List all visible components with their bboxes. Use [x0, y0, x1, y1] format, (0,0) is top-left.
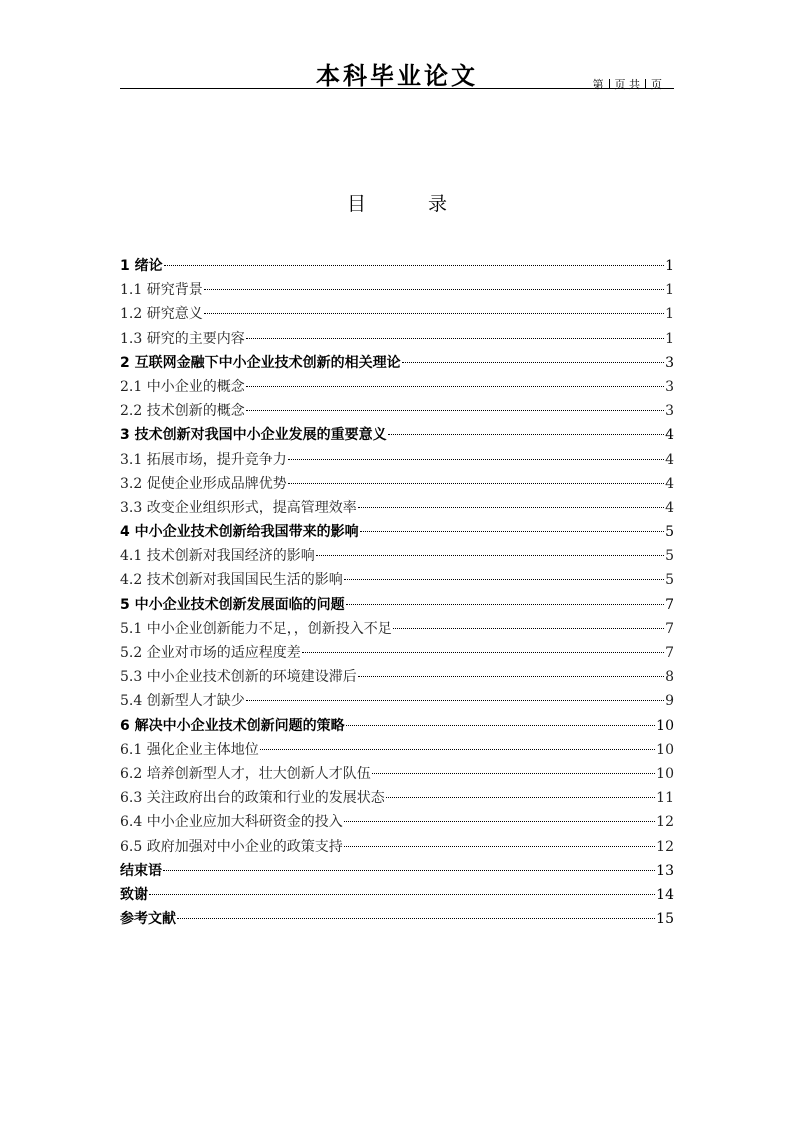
dot-leader — [164, 265, 664, 266]
toc-entry-label: 6 解决中小企业技术创新问题的策略 — [120, 717, 345, 734]
toc-section-entry[interactable] — [120, 740, 674, 764]
toc-entry-page-number: 3 — [665, 403, 674, 420]
toc-section-entry[interactable] — [120, 667, 674, 691]
dot-leader — [372, 773, 655, 774]
toc-section-entry[interactable] — [120, 450, 674, 474]
toc-entry-label: 3.1 拓展市场，提升竞争力 — [120, 451, 287, 468]
toc-entry-label: 参考文献 — [120, 911, 176, 928]
toc-entry-page-number: 14 — [656, 886, 674, 903]
toc-entry-label: 6.1 强化企业主体地位 — [120, 741, 259, 758]
dot-leader — [346, 725, 656, 726]
dot-leader — [402, 362, 664, 363]
toc-entry-page-number: 3 — [665, 354, 674, 371]
toc-entry-label: 6.4 中小企业应加大科研资金的投入 — [120, 814, 343, 831]
toc-entry-page-number: 13 — [656, 862, 674, 879]
dot-leader — [344, 821, 655, 822]
page-prefix: 第 — [592, 78, 604, 91]
toc-entry-label: 4 中小企业技术创新给我国带来的影响 — [120, 524, 359, 541]
toc-entry-label: 5 中小企业技术创新发展面临的问题 — [120, 596, 345, 613]
toc-entry-label: 3 技术创新对我国中小企业发展的重要意义 — [120, 427, 387, 444]
toc-chapter-entry[interactable] — [120, 909, 674, 933]
dot-leader — [316, 555, 664, 556]
toc-entry-page-number: 1 — [665, 306, 674, 323]
toc-chapter-entry[interactable] — [120, 595, 674, 619]
toc-chapter-entry[interactable] — [120, 425, 674, 449]
toc-chapter-entry[interactable] — [120, 885, 674, 909]
toc-entry-label: 1 绪论 — [120, 258, 163, 274]
toc-entry-page-number: 5 — [665, 572, 674, 589]
toc-chapter-entry[interactable] — [120, 256, 674, 280]
table-of-contents — [120, 256, 674, 933]
document-title: 本科毕业论文 — [316, 62, 478, 90]
toc-entry-page-number: 5 — [665, 524, 674, 541]
toc-entry-label: 2.2 技术创新的概念 — [120, 403, 245, 420]
toc-entry-page-number: 10 — [656, 765, 674, 782]
toc-entry-label: 6.2 培养创新型人才，壮大创新人才队伍 — [120, 765, 371, 782]
toc-section-entry[interactable] — [120, 401, 674, 425]
page-mid: 页 共 — [614, 78, 640, 91]
toc-chapter-entry[interactable] — [120, 522, 674, 546]
dot-leader — [302, 652, 664, 653]
toc-section-entry[interactable] — [120, 474, 674, 498]
toc-entry-label: 5.4 创新型人才缺少 — [120, 693, 245, 710]
toc-chapter-entry[interactable] — [120, 861, 674, 885]
dot-leader — [344, 579, 664, 580]
dot-leader — [260, 749, 655, 750]
dot-leader — [177, 918, 655, 919]
toc-entry-label: 6.5 政府加强对中小企业的政策支持 — [120, 838, 343, 855]
toc-entry-page-number: 4 — [665, 499, 674, 516]
dot-leader — [358, 507, 664, 508]
dot-leader — [393, 628, 664, 629]
toc-chapter-entry[interactable] — [120, 353, 674, 377]
dot-leader — [288, 459, 664, 460]
toc-entry-label: 2 互联网金融下中小企业技术创新的相关理论 — [120, 354, 401, 371]
dot-leader — [346, 604, 664, 605]
toc-entry-label: 4.2 技术创新对我国国民生活的影响 — [120, 572, 343, 589]
toc-entry-label: 1.1 研究背景 — [120, 282, 203, 299]
dot-leader — [344, 846, 655, 847]
toc-section-entry[interactable] — [120, 498, 674, 522]
toc-section-entry[interactable] — [120, 546, 674, 570]
dot-leader — [204, 289, 664, 290]
dot-leader — [386, 797, 655, 798]
toc-entry-page-number: 12 — [656, 838, 674, 855]
toc-entry-page-number: 11 — [656, 790, 674, 807]
toc-entry-page-number: 4 — [665, 427, 674, 444]
page-suffix: 页 — [651, 78, 662, 91]
toc-entry-label: 结束语 — [120, 862, 162, 879]
toc-entry-label: 3.2 促使企业形成品牌优势 — [120, 475, 287, 492]
page-header — [120, 52, 674, 89]
toc-section-entry[interactable] — [120, 280, 674, 304]
toc-entry-label: 5.2 企业对市场的适应程度差 — [120, 645, 301, 661]
page-indicator — [593, 76, 663, 92]
toc-entry-page-number: 12 — [656, 814, 674, 831]
dot-leader — [149, 894, 655, 895]
toc-section-entry[interactable] — [120, 764, 674, 788]
toc-entry-page-number: 10 — [656, 741, 674, 758]
toc-chapter-entry[interactable] — [120, 716, 674, 740]
dot-leader — [246, 338, 664, 339]
toc-entry-page-number: 15 — [656, 911, 674, 928]
toc-entry-label: 致谢 — [120, 886, 148, 903]
toc-heading: 目 录 — [346, 193, 476, 215]
dot-leader — [358, 676, 664, 677]
toc-entry-page-number: 7 — [665, 596, 674, 613]
toc-entry-page-number: 4 — [665, 451, 674, 468]
toc-section-entry[interactable] — [120, 691, 674, 715]
toc-section-entry[interactable] — [120, 329, 674, 353]
toc-section-entry[interactable] — [120, 377, 674, 401]
dot-leader — [288, 483, 664, 484]
toc-entry-page-number: 10 — [656, 717, 674, 734]
dot-leader — [246, 386, 664, 387]
toc-entry-label: 5.3 中小企业技术创新的环境建设滞后 — [120, 669, 357, 686]
dot-leader — [360, 531, 664, 532]
toc-entry-label: 2.1 中小企业的概念 — [120, 378, 245, 395]
toc-entry-label: 6.3 关注政府出台的政策和行业的发展状态 — [120, 790, 385, 807]
toc-entry-page-number: 4 — [665, 475, 674, 492]
toc-entry-page-number: 9 — [665, 693, 674, 710]
dot-leader — [246, 700, 664, 701]
toc-entry-page-number: 1 — [665, 330, 674, 347]
dot-leader — [163, 870, 655, 871]
toc-entry-label: 5.1 中小企业创新能力不足，，创新投入不足 — [120, 620, 392, 637]
toc-section-entry[interactable] — [120, 304, 674, 328]
toc-entry-page-number: 7 — [665, 620, 674, 637]
toc-entry-page-number: 5 — [665, 548, 674, 565]
dot-leader — [388, 434, 664, 435]
toc-entry-page-number: 1 — [665, 258, 674, 274]
toc-section-entry[interactable] — [120, 619, 674, 643]
toc-section-entry[interactable] — [120, 643, 674, 667]
toc-section-entry[interactable] — [120, 570, 674, 594]
toc-entry-page-number: 3 — [665, 378, 674, 395]
toc-entry-page-number: 7 — [665, 645, 674, 661]
toc-section-entry[interactable] — [120, 812, 674, 836]
toc-entry-label: 4.1 技术创新对我国经济的影响 — [120, 548, 315, 565]
toc-entry-label: 3.3 改变企业组织形式，提高管理效率 — [120, 499, 357, 516]
toc-entry-label: 1.2 研究意义 — [120, 306, 203, 323]
dot-leader — [204, 313, 664, 314]
dot-leader — [246, 410, 664, 411]
toc-entry-page-number: 1 — [665, 282, 674, 299]
toc-entry-page-number: 8 — [665, 669, 674, 686]
page-blank-divider — [609, 79, 610, 89]
total-blank-divider — [645, 79, 646, 89]
toc-entry-label: 1.3 研究的主要内容 — [120, 330, 245, 347]
toc-section-entry[interactable] — [120, 788, 674, 812]
toc-section-entry[interactable] — [120, 837, 674, 861]
